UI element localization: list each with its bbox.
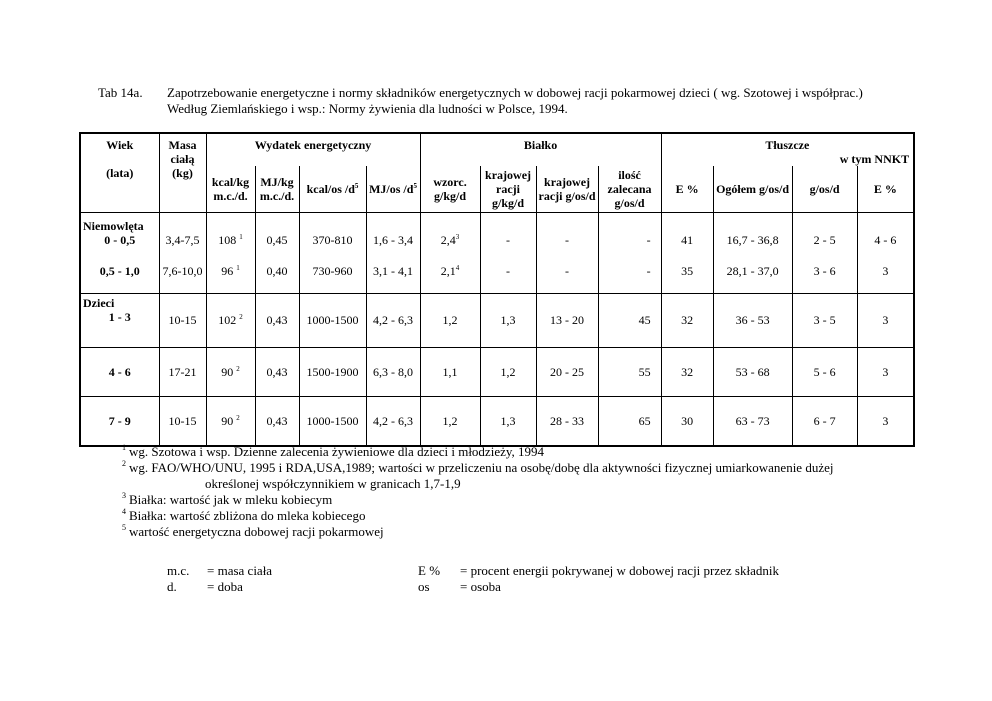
nnkt-e-cell: 4 - 6: [857, 212, 914, 249]
table-label: Tab 14a.: [98, 85, 143, 100]
kcal-os-cell: 370-810: [299, 212, 366, 249]
nnkt-g-cell: 3 - 5: [792, 293, 857, 347]
kraj-kg-cell: 1,3: [480, 396, 536, 446]
table-row: [80, 249, 914, 293]
nutrition-table: [79, 132, 915, 447]
nnkt-e-cell: 3: [857, 347, 914, 396]
table-caption: Zapotrzebowanie energetyczne i normy składników energetycznych w dobowej racji pokarmowej dzieci ( wg. Szotowej i współprac.) Według Ziemlańskiego i wsp.: Normy żywienia dla ludności w Polsce, 1994.: [167, 85, 863, 116]
ilosc-cell: 45: [598, 293, 661, 347]
mj-os-cell: 1,6 - 3,4: [366, 212, 420, 249]
header-masa: Masa ciałą (kg): [159, 133, 206, 212]
header-e-pct: E %: [661, 166, 713, 212]
mj-os-cell: 6,3 - 8,0: [366, 347, 420, 396]
masa-cell: 17-21: [159, 347, 206, 396]
table-row: [80, 212, 914, 249]
e-cell: 35: [661, 249, 713, 293]
legend-value-e: = procent energii pokrywanej w dobowej racji przez składnik: [460, 563, 779, 578]
header-kcal-os: kcal/os $/d^5$: [299, 166, 366, 212]
kcal-os-cell: 1000-1500: [299, 293, 366, 347]
table-row: [80, 396, 914, 446]
nnkt-e-cell: 3: [857, 293, 914, 347]
kraj-os-cell: 28 - 33: [536, 396, 598, 446]
wzorc-cell: $2,4^3$: [420, 212, 480, 249]
mj-os-cell: 4,2 - 6,3: [366, 396, 420, 446]
legend-value-os: = osoba: [460, 579, 501, 594]
header-krajowej-kg: krajowej racji g/kg/d: [480, 166, 536, 212]
masa-cell: 10-15: [159, 396, 206, 446]
footnote-2-continued: określonej współczynnikiem w granicach 1,7-1,9: [205, 476, 461, 491]
age-cell: 4 - 6: [80, 347, 159, 396]
kcal-kg-cell: 102 $^2$: [206, 293, 255, 347]
header-nnkt-gos: g/os/d: [792, 166, 857, 212]
nnkt-g-cell: 3 - 6: [792, 249, 857, 293]
nnkt-g-cell: 5 - 6: [792, 347, 857, 396]
nnkt-e-cell: 3: [857, 249, 914, 293]
mj-kg-cell: 0,43: [255, 396, 299, 446]
legend-key-e: E %: [418, 563, 441, 578]
ogolem-cell: 28,1 - 37,0: [713, 249, 792, 293]
wzorc-cell: 1,1: [420, 347, 480, 396]
group-label-niemowleta: Niemowlęta: [83, 219, 144, 233]
ogolem-cell: 53 - 68: [713, 347, 792, 396]
ilosc-cell: 65: [598, 396, 661, 446]
legend-value-mc: = masa ciała: [207, 563, 273, 578]
ogolem-cell: 16,7 - 36,8: [713, 212, 792, 249]
e-cell: 41: [661, 212, 713, 249]
table-row: [80, 293, 914, 347]
nnkt-g-cell: 2 - 5: [792, 212, 857, 249]
kcal-kg-cell: 96 $^1$: [206, 249, 255, 293]
header-mj-os: MJ/os $/d^5$: [366, 166, 420, 212]
header-wiek: Wiek (lata): [80, 133, 159, 212]
ogolem-cell: 36 - 53: [713, 293, 792, 347]
masa-cell: 10-15: [159, 293, 206, 347]
group-label-dzieci: Dzieci: [83, 295, 115, 310]
kraj-kg-cell: -: [480, 212, 536, 249]
kraj-os-cell: -: [536, 249, 598, 293]
mj-os-cell: 3,1 - 4,1: [366, 249, 420, 293]
kraj-kg-cell: 1,2: [480, 347, 536, 396]
kraj-os-cell: 13 - 20: [536, 293, 598, 347]
kraj-kg-cell: 1,3: [480, 293, 536, 347]
header-ilosc: ilość zalecana g/os/d: [598, 166, 661, 212]
header-wydatek: Wydatek energetyczny: [206, 133, 420, 166]
kcal-kg-cell: 90 $^2$: [206, 396, 255, 446]
footnotes: [122, 444, 922, 540]
table-row: [80, 347, 914, 396]
mj-kg-cell: 0,43: [255, 347, 299, 396]
header-ogolem: Ogółem g/os/d: [713, 166, 792, 212]
ogolem-cell: 63 - 73: [713, 396, 792, 446]
footnote-2: $^2$ wg. FAO/WHO/UNU, 1995 i RDA,USA,1989; wartości w przeliczeniu na osobę/dobę dla aktywności fizycznej umiarkowanenie dużej: [122, 459, 834, 475]
legend-key-d: d.: [167, 579, 177, 594]
header-tluszcze: [661, 133, 914, 166]
age-cell: Niemowlęta 0 - 0,5: [80, 212, 159, 249]
age-cell: Dzieci 1 - 3: [80, 293, 159, 347]
e-cell: 32: [661, 347, 713, 396]
footnote-3: $^3$ Białka: wartość jak w mleku kobiecym: [122, 491, 333, 507]
header-tluszcze-title: Tłuszcze: [765, 138, 810, 152]
mj-kg-cell: 0,45: [255, 212, 299, 249]
legend-key-os: os: [418, 579, 430, 594]
kcal-kg-cell: 90 $^2$: [206, 347, 255, 396]
header-kcal-kg: kcal/kg m.c./d.: [206, 166, 255, 212]
footnote-5: $^5$ wartość energetyczna dobowej racji pokarmowej: [122, 523, 384, 539]
header-nnkt: w tym NNKT: [839, 152, 910, 166]
e-cell: 32: [661, 293, 713, 347]
ilosc-cell: -: [598, 212, 661, 249]
ilosc-cell: -: [598, 249, 661, 293]
header-nnkt-e: E %: [873, 181, 897, 196]
masa-cell: 7,6-10,0: [159, 249, 206, 293]
abbreviation-legend: [0, 563, 992, 603]
e-cell: 30: [661, 396, 713, 446]
kcal-kg-cell: 108 $^1$: [206, 212, 255, 249]
kcal-os-cell: 730-960: [299, 249, 366, 293]
nnkt-e-cell: 3: [882, 413, 889, 428]
header-krajowej-os: krajowej racji g/os/d: [536, 166, 598, 212]
kraj-os-cell: 20 - 25: [536, 347, 598, 396]
kraj-os-cell: -: [536, 212, 598, 249]
legend-value-d: = doba: [207, 579, 243, 594]
age-cell: 0,5 - 1,0: [80, 249, 159, 293]
mj-kg-cell: 0,43: [255, 293, 299, 347]
kcal-os-cell: 1000-1500: [299, 396, 366, 446]
wzorc-cell: 1,2: [420, 293, 480, 347]
header-mj-kg: MJ/kg m.c./d.: [255, 166, 299, 212]
mj-os-cell: 4,2 - 6,3: [366, 293, 420, 347]
footnote-4: $^4$ Białka: wartość zbliżona do mleka kobiecego: [122, 507, 366, 523]
header-bialko: Białko: [420, 133, 661, 166]
masa-cell: 3,4-7,5: [159, 212, 206, 249]
wzorc-cell: 1,2: [420, 396, 480, 446]
header-wzorc: wzorc. g/kg/d: [420, 166, 480, 212]
wzorc-cell: $2,1^4$: [420, 249, 480, 293]
age-cell: 7 - 9: [80, 396, 159, 446]
kraj-kg-cell: -: [480, 249, 536, 293]
kcal-os-cell: 1500-1900: [299, 347, 366, 396]
ilosc-cell: 55: [598, 347, 661, 396]
legend-key-mc: m.c.: [167, 563, 190, 578]
footnote-1: $^1$ wg. Szotowa i wsp. Dzienne zalecenia żywieniowe dla dzieci i młodzieży, 1994: [122, 443, 545, 459]
mj-kg-cell: 0,40: [255, 249, 299, 293]
nnkt-g-cell: 6 - 7: [792, 396, 857, 446]
